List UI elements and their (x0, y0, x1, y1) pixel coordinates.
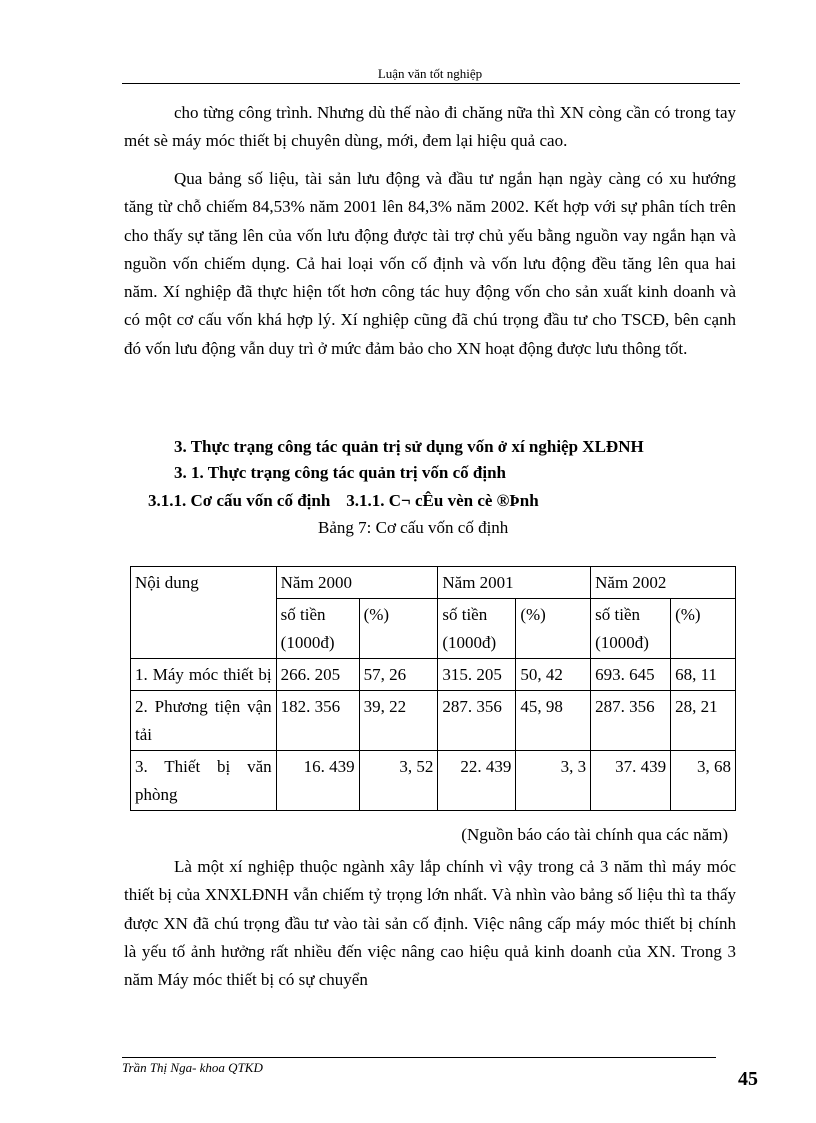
table-row-label: 3. Thiết bị văn phòng (131, 751, 277, 811)
paragraph-intro: cho từng công trình. Nhưng dù thế nào đi chăng nữa thì XN còng cần có trong tay mét sè máy móc thiết bị chuyên dùng, mới, đem lại hiệu quả cao. (124, 103, 736, 151)
table-subheader-cell: (%) (359, 599, 438, 659)
paragraph-analysis: Qua bảng số liệu, tài sản lưu động và đầu tư ngắn hạn ngày càng có xu hướng tăng từ chỗ chiếm 84,53% năm 2001 lên 84,3% năm 2002. Kết hợp với sự phân tích trên cho thấy sự tăng lên của vốn lưu động được tài trợ chủ yếu bằng nguồn vay ngắn hạn và nguồn vốn chiếm dụng. Cả hai loại vốn cố định và vốn lưu động đều tăng lên qua hai năm. Xí nghiệp đã thực hiện tốt hơn công tác huy động vốn cho sản xuất kinh doanh và có một cơ cấu vốn khá hợp lý. Xí nghiệp cũng đã chú trọng đầu tư cho TSCĐ, bên cạnh đó vốn lưu động vẫn duy trì ở mức đảm bảo cho XN hoạt động được lưu thông tốt. (124, 169, 736, 358)
table-cell: 266. 205 (276, 659, 359, 691)
table-cell: 693. 645 (591, 659, 671, 691)
table-cell: 22. 439 (438, 751, 516, 811)
table-cell: 3, 68 (671, 751, 736, 811)
subsubsection-heading (148, 490, 539, 512)
subsection-heading: 3. 1. Thực trạng công tác quản trị vốn cố định (174, 463, 506, 482)
table-cell: 315. 205 (438, 659, 516, 691)
table-subheader-cell: số tiền (1000đ) (591, 599, 671, 659)
header-rule (122, 83, 740, 84)
table-subheader-cell: (%) (516, 599, 591, 659)
table-cell: 57, 26 (359, 659, 438, 691)
table-header-cell: Nội dung (131, 567, 277, 659)
table-cell: 287. 356 (591, 691, 671, 751)
table-row-label: 2. Phương tiện vận tải (131, 691, 277, 751)
table-cell: 50, 42 (516, 659, 591, 691)
table-caption: Bảng 7: Cơ cấu vốn cố định (318, 518, 509, 537)
table-subheader-cell: số tiền (1000đ) (438, 599, 516, 659)
footer-rule (122, 1057, 716, 1058)
subsubsection-heading-garbled: 3.1.1. C¬ cÊu vèn cè ®Þnh (346, 491, 539, 510)
table-row (131, 659, 736, 691)
table-cell: 37. 439 (591, 751, 671, 811)
table-cell: 3, 52 (359, 751, 438, 811)
table-row (131, 691, 736, 751)
footer-author: Trần Thị Nga- khoa QTKD (122, 1060, 263, 1075)
table-header-cell: Năm 2000 (276, 567, 438, 599)
fixed-capital-structure-table (130, 566, 736, 811)
table-cell: 39, 22 (359, 691, 438, 751)
table-header-cell: Năm 2002 (591, 567, 736, 599)
table-cell: 28, 21 (671, 691, 736, 751)
table-cell: 287. 356 (438, 691, 516, 751)
table-subheader-cell: (%) (671, 599, 736, 659)
page-number: 45 (738, 1068, 758, 1090)
subsubsection-heading-text: 3.1.1. Cơ cấu vốn cố định (148, 491, 331, 510)
table-cell: 68, 11 (671, 659, 736, 691)
table-cell: 45, 98 (516, 691, 591, 751)
table-source-note: (Nguồn báo cáo tài chính qua các năm) (461, 825, 728, 844)
running-header: Luận văn tốt nghiệp (377, 66, 483, 81)
paragraph-discussion: Là một xí nghiệp thuộc ngành xây lắp chính vì vậy trong cả 3 năm thì máy móc thiết bị của XNXLĐNH vẫn chiếm tỷ trọng lớn nhất. Và nhìn vào bảng số liệu thì ta thấy được XN đã chú trọng đầu tư vào tài sản cố định. Việc nâng cấp máy móc thiết bị chính là yếu tố ảnh hưởng rất nhiều đến việc nâng cao hiệu quả kinh doanh của XN. Trong 3 năm Máy móc thiết bị có sự chuyển (124, 857, 736, 990)
section-heading: 3. Thực trạng công tác quản trị sử dụng vốn ở xí nghiệp XLĐNH (174, 437, 644, 456)
table-row-label: 1. Máy móc thiết bị (131, 659, 277, 691)
table-cell: 3, 3 (516, 751, 591, 811)
table-row (131, 751, 736, 811)
table-cell: 182. 356 (276, 691, 359, 751)
table-header-row (131, 567, 736, 599)
table-cell: 16. 439 (276, 751, 359, 811)
table-header-cell: Năm 2001 (438, 567, 591, 599)
table-subheader-cell: số tiền (1000đ) (276, 599, 359, 659)
